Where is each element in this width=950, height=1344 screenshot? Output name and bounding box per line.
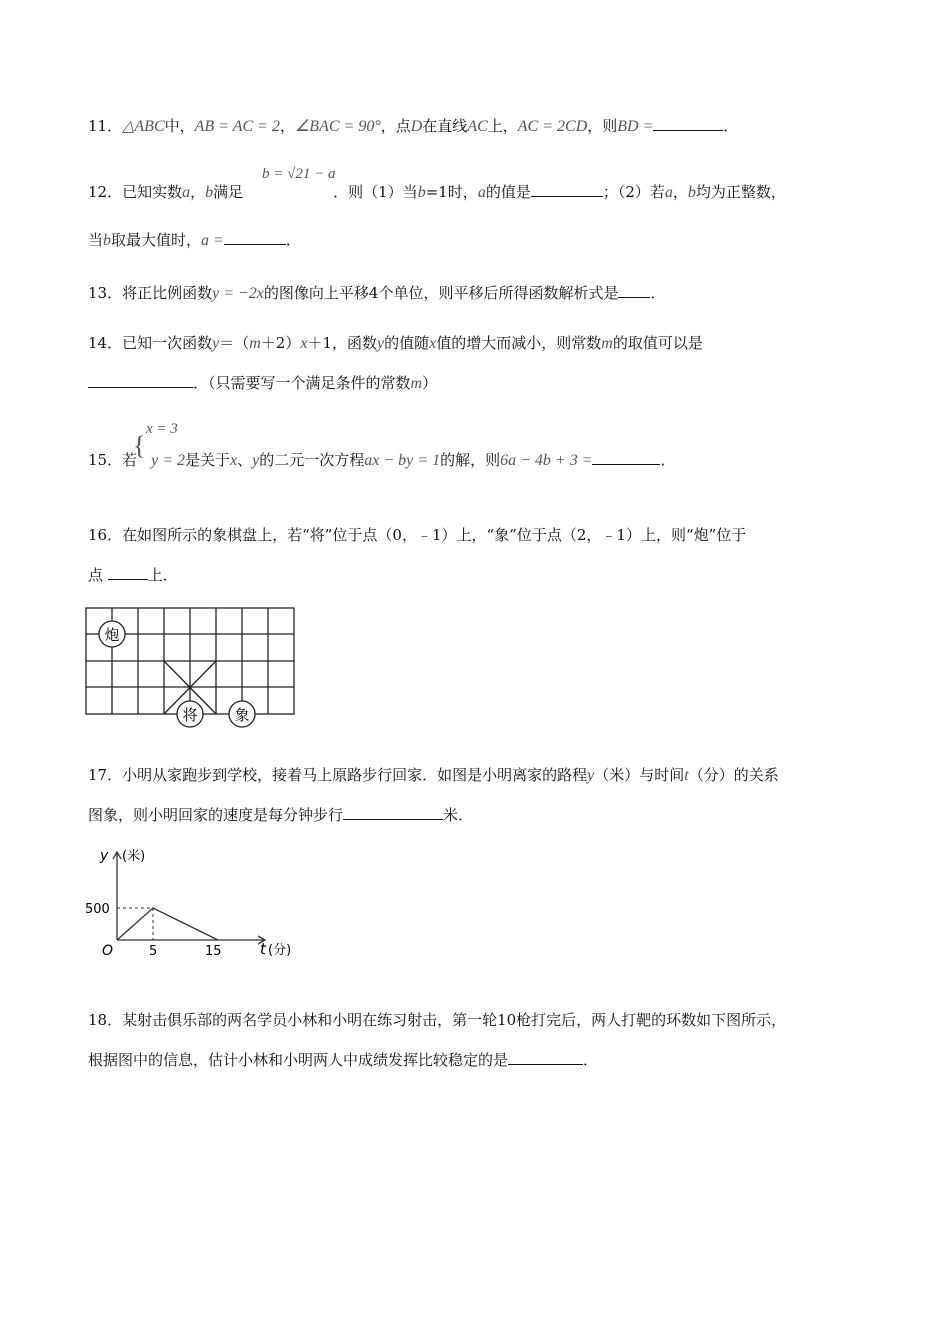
brace-icon: { [133,431,146,460]
text: 点 [88,566,108,584]
q-num: 17． [88,766,123,784]
piece-label: 将 [182,706,198,724]
text: 小明从家跑步到学校，接着马上原路步行回家．如图是小明离家的路程 [122,766,588,784]
text: 根据图中的信息，估计小林和小明两人中成绩发挥比较稳定的是 [88,1051,509,1069]
q-num: 14． [88,334,123,352]
text: 均为正整数， [695,183,786,201]
math: ∠BAC = 90° [294,118,381,135]
text: 的图像向上平移4个单位，则平移后所得函数解析式是 [263,284,619,302]
y-axis-label: y [100,848,109,864]
chess-board [80,600,310,730]
math: m [601,335,613,352]
question-12 [88,182,786,203]
q-num: 12． [88,183,123,201]
math: x [230,452,238,469]
text: 已知一次函数 [122,334,213,352]
x-tick-15: 15 [205,944,222,959]
math: t [684,767,689,784]
text: ． [583,1051,599,1069]
math: y [212,335,220,352]
piece-jiang [177,701,203,727]
text: ＋1，函数 [307,334,377,352]
math: AB = AC = 2 [194,118,280,135]
math: m [249,335,261,352]
text: ＝（ [219,334,250,352]
answer-blank[interactable] [531,182,603,197]
question-16 [88,525,746,545]
answer-blank[interactable] [108,565,148,580]
text: 的取值可以是 [612,334,703,352]
q-num: 13． [88,284,123,302]
question-14-line2 [88,373,437,394]
x-tick-5: 5 [149,944,158,959]
math: y [377,335,385,352]
math: 6a − 4b + 3 = [500,452,593,469]
question-17-line2 [88,805,473,825]
math: b [103,232,112,249]
math: ax − by = 1 [364,452,441,469]
origin-label: O [102,943,114,959]
text: ， [190,183,206,201]
text: ＋2） [260,334,301,352]
piece-pao [99,621,125,647]
question-13 [88,283,665,304]
q-num: 15． [88,451,123,469]
text: （米）与时间 [594,766,685,784]
q-num: 16． [88,526,123,544]
text: 中， [164,117,195,135]
math: b [205,184,214,201]
piece-label: 象 [234,706,250,724]
text: 的值随 [384,334,430,352]
question-14 [88,333,703,354]
y-axis-unit: (米) [122,849,146,864]
math: BD = [617,118,654,135]
text: （分）的关系 [688,766,779,784]
answer-blank[interactable] [618,283,650,298]
text: ．则（1）当 [333,183,418,201]
text: 值的增大而减小，则常数 [436,334,602,352]
math: m [410,375,423,392]
question-18-line2 [88,1050,598,1070]
graph-line [117,908,218,940]
math: AC [467,118,488,135]
answer-blank[interactable] [653,116,723,131]
text: 已知实数 [122,183,183,201]
distance-time-graph [80,840,310,960]
math: x [429,335,437,352]
text: 的解，则 [440,451,501,469]
math: b [417,184,426,201]
text: 上， [487,117,518,135]
system-eq-2: y = 2 [151,452,186,469]
text: 若 [122,451,138,469]
answer-blank[interactable] [88,373,193,388]
text: 某射击俱乐部的两名学员小林和小明在练习射击，第一轮10枪打完后，两人打靶的环数如下图所示， [122,1011,787,1029]
piece-label: 炮 [104,626,120,644]
answer-blank[interactable] [224,230,286,245]
text: 的二元一次方程 [259,451,365,469]
text: ，点 [380,117,411,135]
math: a [477,184,486,201]
text: 将正比例函数 [122,284,213,302]
text: ． [723,117,739,135]
text: ．（只需要写一个满足条件的常数 [193,374,411,392]
text: ， [279,117,295,135]
math: △ABC [122,118,165,135]
text: 在如图所示的象棋盘上，若“将”位于点（0，﹣1）上，“象”位于点（2，﹣1）上，则“炮”位于 [122,526,747,544]
math: a [664,184,673,201]
axes [113,852,265,944]
question-15 [88,450,676,471]
question-17 [88,765,779,786]
question-12-line2 [88,230,301,251]
answer-blank[interactable] [508,1050,583,1065]
math: a [182,184,191,201]
text: 的值是 [485,183,531,201]
text: ． [285,231,301,249]
question-11 [88,116,738,137]
text: 满足 [213,183,244,201]
text: 米． [443,806,474,824]
answer-blank[interactable] [343,805,443,820]
text: ） [422,374,438,392]
text: ， [672,183,688,201]
math: y = −2x [212,285,264,302]
math: AC = 2CD [517,118,588,135]
text: ． [660,451,676,469]
q-num: 11． [88,117,123,135]
text: 当 [88,231,104,249]
math: D [410,118,423,135]
math: a = [201,232,224,249]
text: 是关于 [185,451,231,469]
text: 上． [147,566,178,584]
text: 图象，则小明回家的速度是每分钟步行 [88,806,344,824]
answer-blank[interactable] [592,450,660,465]
system-eq-1: x = 3 [146,421,178,437]
piece-xiang [229,701,255,727]
text: ；（2）若 [602,183,665,201]
text: 取最大值时， [111,231,202,249]
question-16-line2 [88,565,178,585]
q-num: 18． [88,1011,123,1029]
math: y [587,767,595,784]
question-18 [88,1010,786,1030]
text: ． [650,284,666,302]
text: 在直线 [422,117,468,135]
x-axis-unit: (分) [268,943,292,958]
text: 、 [237,451,253,469]
math: b [687,184,696,201]
math: y [252,452,260,469]
y-tick-500: 500 [85,902,110,917]
formula-b-sqrt: b = √21 − a [262,166,336,182]
math: x [300,335,308,352]
text: ，则 [587,117,618,135]
text: =1时， [425,183,478,201]
x-axis-label: t [260,940,266,958]
